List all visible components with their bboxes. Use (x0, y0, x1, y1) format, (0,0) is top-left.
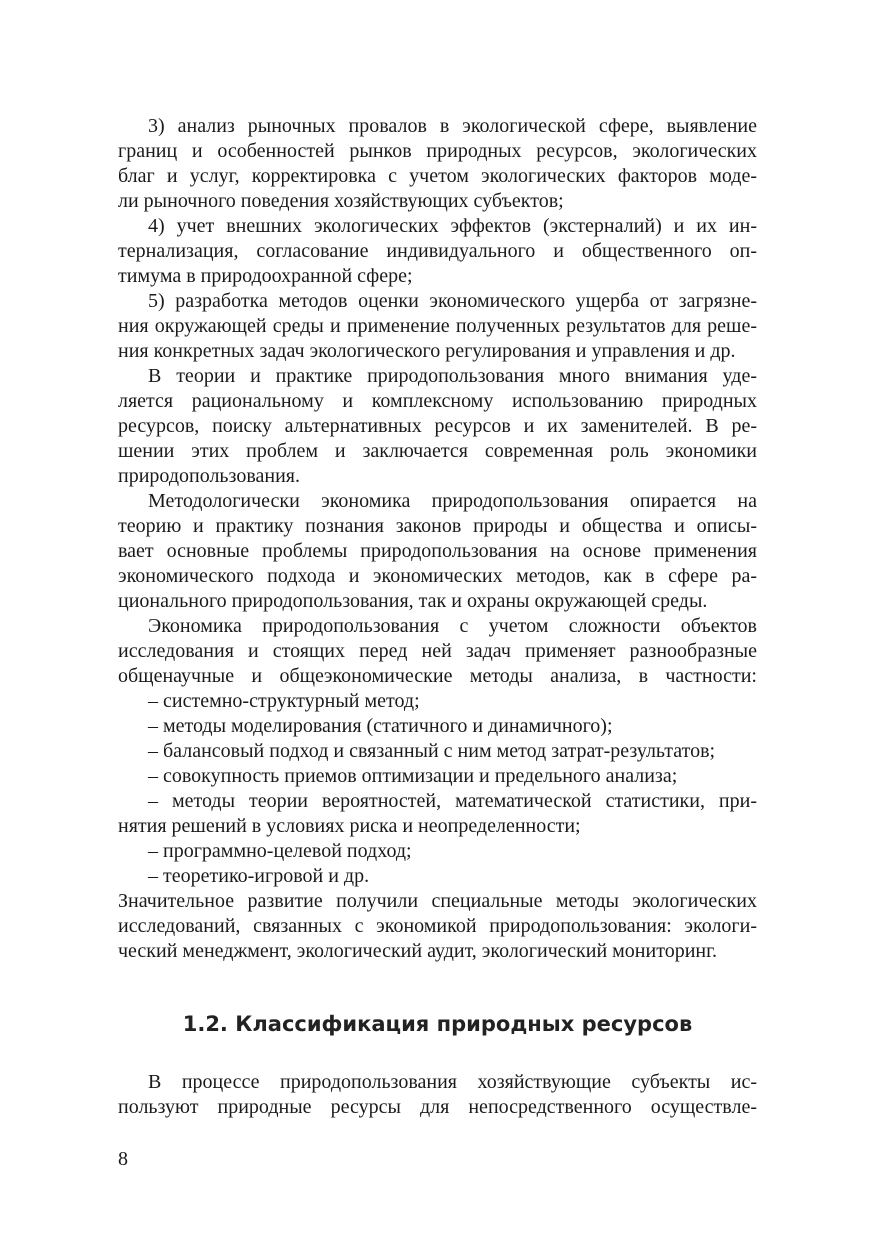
section-body-text (118, 1070, 757, 1120)
text-line: ния окружающей среды и применение полученных результатов для реше- (118, 315, 757, 337)
text-line: исследований, связанных с экономикой природопользования: экологи- (118, 915, 757, 937)
text-line: – совокупность приемов оптимизации и предельного анализа; (148, 765, 678, 787)
text-line: тимума в природоохранной сфере; (118, 265, 413, 287)
text-line: В процессе природопользования хозяйствующие субъекты ис- (148, 1071, 757, 1093)
text-line: 5) разработка методов оценки экономического ущерба от загрязне- (148, 290, 757, 312)
text-line: 4) учет внешних экологических эффектов (экстерналий) и их ин- (148, 215, 757, 237)
text-line: 3) анализ рыночных провалов в экологической сфере, выявление (148, 115, 757, 137)
text-line: Экономика природопользования с учетом сложности объектов (148, 615, 757, 637)
text-line: границ и особенностей рынков природных ресурсов, экологических (118, 140, 757, 162)
page-number: 8 (118, 1148, 128, 1170)
body-text (118, 114, 757, 964)
section-heading: 1.2. Классификация природных ресурсов (182, 1012, 693, 1036)
text-line: ли рыночного поведения хозяйствующих субъектов; (118, 190, 564, 212)
text-line: – балансовый подход и связанный с ним метод затрат-результатов; (148, 740, 716, 762)
text-line: ческий менеджмент, экологический аудит, экологический мониторинг. (118, 940, 718, 962)
text-line: – программно-целевой подход; (148, 840, 412, 862)
text-line: общенаучные и общеэкономические методы анализа, в частности: (118, 665, 757, 687)
text-line: природопользования. (118, 465, 300, 487)
text-line: экономического подхода и экономических методов, как в сфере ра- (118, 565, 757, 587)
text-line: благ и услуг, корректировка с учетом экологических факторов моде- (118, 165, 757, 187)
text-line: ляется рациональному и комплексному использованию природных (118, 390, 757, 412)
text-line: нятия решений в условиях риска и неопределенности; (118, 815, 581, 837)
text-line: Значительное развитие получили специальные методы экологических (118, 890, 757, 912)
text-line: вает основные проблемы природопользования на основе применения (118, 540, 757, 562)
text-line: Методологически экономика природопользования опирается на (148, 490, 757, 512)
text-line: – методы теории вероятностей, математической статистики, при- (148, 790, 757, 812)
text-line: теорию и практику познания законов природы и общества и описы- (118, 515, 757, 537)
text-line: шении этих проблем и заключается современная роль экономики (118, 440, 757, 462)
text-line: – системно-структурный метод; (148, 690, 420, 712)
text-line: исследования и стоящих перед ней задач применяет разнообразные (118, 640, 757, 662)
text-line: – теоретико-игровой и др. (148, 865, 370, 887)
text-line: В теории и практике природопользования много внимания уде- (148, 365, 757, 387)
text-line: пользуют природные ресурсы для непосредственного осуществле- (118, 1096, 757, 1118)
text-line: – методы моделирования (статичного и динамичного); (148, 715, 613, 737)
text-line: ционального природопользования, так и охраны окружающей среды. (118, 590, 708, 612)
text-line: тернализация, согласование индивидуального и общественного оп- (118, 240, 757, 262)
text-line: ресурсов, поиску альтернативных ресурсов и их заменителей. В ре- (118, 415, 757, 437)
text-line: ния конкретных задач экологического регулирования и управления и др. (118, 340, 736, 362)
